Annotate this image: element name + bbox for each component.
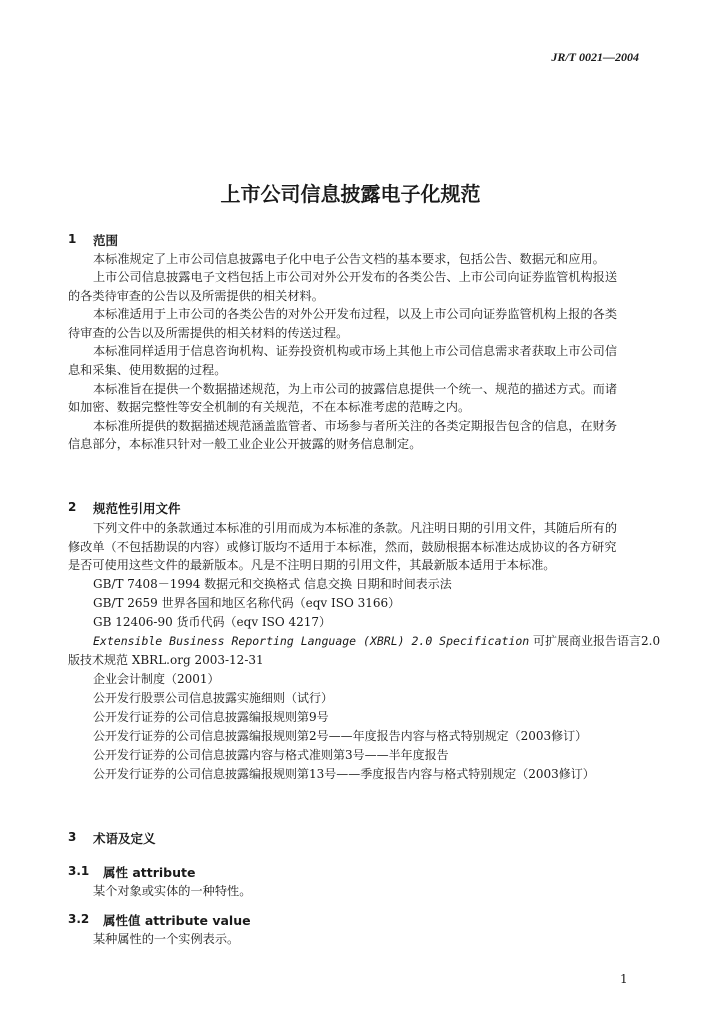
paragraph-line: 如加密、数据完整性等安全机制的有关规范，不在本标准考虑的范畴之内。 [68,400,471,414]
term-number: 3.1 [68,864,90,878]
reference-item-xbrl [93,632,660,649]
reference-item: GB 12406-90 货币代码（eqv ISO 4217） [93,615,332,629]
paragraph-line: 本标准旨在提供一个数据描述规范，为上市公司的披露信息提供一个统一、规范的描述方式。而诸 [93,382,618,396]
paragraph-line: 息和采集、使用数据的过程。 [68,363,227,377]
paragraph-line: 的各类待审查的公告以及所需提供的相关材料。 [68,289,324,303]
term-number: 3.2 [68,912,90,926]
paragraph-line: 本标准规定了上市公司信息披露电子化中电子公告文档的基本要求，包括公告、数据元和应用。 [93,252,605,266]
paragraph-line: 上市公司信息披露电子文档包括上市公司对外公开发布的各类公告、上市公司向证券监管机构报送 [93,270,618,284]
xbrl-spec-desc: 可扩展商业报告语言2.0 [529,634,661,648]
paragraph-line: 是否可使用这些文件的最新版本。凡是不注明日期的引用文件，其最新版本适用于本标准。 [68,558,556,572]
section-1-title: 范围 [93,233,119,248]
reference-item-xbrl-cont: 版技术规范 XBRL.org 2003-12-31 [68,653,264,667]
section-2-number: 2 [68,500,77,514]
term-definition: 某个对象或实体的一种特性。 [93,884,252,898]
standard-code: JR/T 0021—2004 [551,50,639,64]
paragraph-line: 本标准所提供的数据描述规范涵盖监管者、市场参与者所关注的各类定期报告包含的信息，在财务 [93,419,618,433]
reference-item: GB/T 7408－1994 数据元和交换格式 信息交换 日期和时间表示法 [93,577,452,591]
paragraph-line: 本标准同样适用于信息咨询机构、证券投资机构或市场上其他上市公司信息需求者获取上市公司信 [93,344,618,358]
document-title: 上市公司信息披露电子化规范 [220,182,481,206]
reference-item: 公开发行股票公司信息披露实施细则（试行） [93,691,334,705]
xbrl-spec-title: Extensible Business Reporting Language (XBRL) 2.0 Specification [93,634,530,648]
section-2-title: 规范性引用文件 [93,501,181,516]
term-definition: 某种属性的一个实例表示。 [93,932,240,946]
paragraph-line: 下列文件中的条款通过本标准的引用而成为本标准的条款。凡注明日期的引用文件，其随后所有的 [93,521,618,535]
reference-item: GB/T 2659 世界各国和地区名称代码（eqv ISO 3166） [93,596,401,610]
section-3-title: 术语及定义 [93,831,156,846]
reference-item: 公开发行证券的公司信息披露编报规则第9号 [93,710,329,724]
reference-item: 企业会计制度（2001） [93,672,220,686]
reference-item: 公开发行证券的公司信息披露内容与格式准则第3号——半年度报告 [93,748,449,762]
page-number: 1 [620,972,628,986]
term-name: 属性 attribute [103,865,196,880]
paragraph-line: 待审查的公告以及所需提供的相关材料的传送过程。 [68,326,349,340]
reference-item: 公开发行证券的公司信息披露编报规则第13号——季度报告内容与格式特别规定（2003修订） [93,767,595,781]
paragraph-line: 本标准适用于上市公司的各类公告的对外公开发布过程，以及上市公司向证券监管机构上报的各类 [93,307,618,321]
reference-item: 公开发行证券的公司信息披露编报规则第2号——年度报告内容与格式特别规定（2003修订） [93,729,588,743]
section-1-number: 1 [68,232,77,246]
paragraph-line: 修改单（不包括勘误的内容）或修订版均不适用于本标准，然而，鼓励根据本标准达成协议的各方研究 [68,540,617,554]
paragraph-line: 信息部分，本标准只针对一般工业企业公开披露的财务信息制定。 [68,437,422,451]
term-name: 属性值 attribute value [103,913,251,928]
section-3-number: 3 [68,830,77,844]
